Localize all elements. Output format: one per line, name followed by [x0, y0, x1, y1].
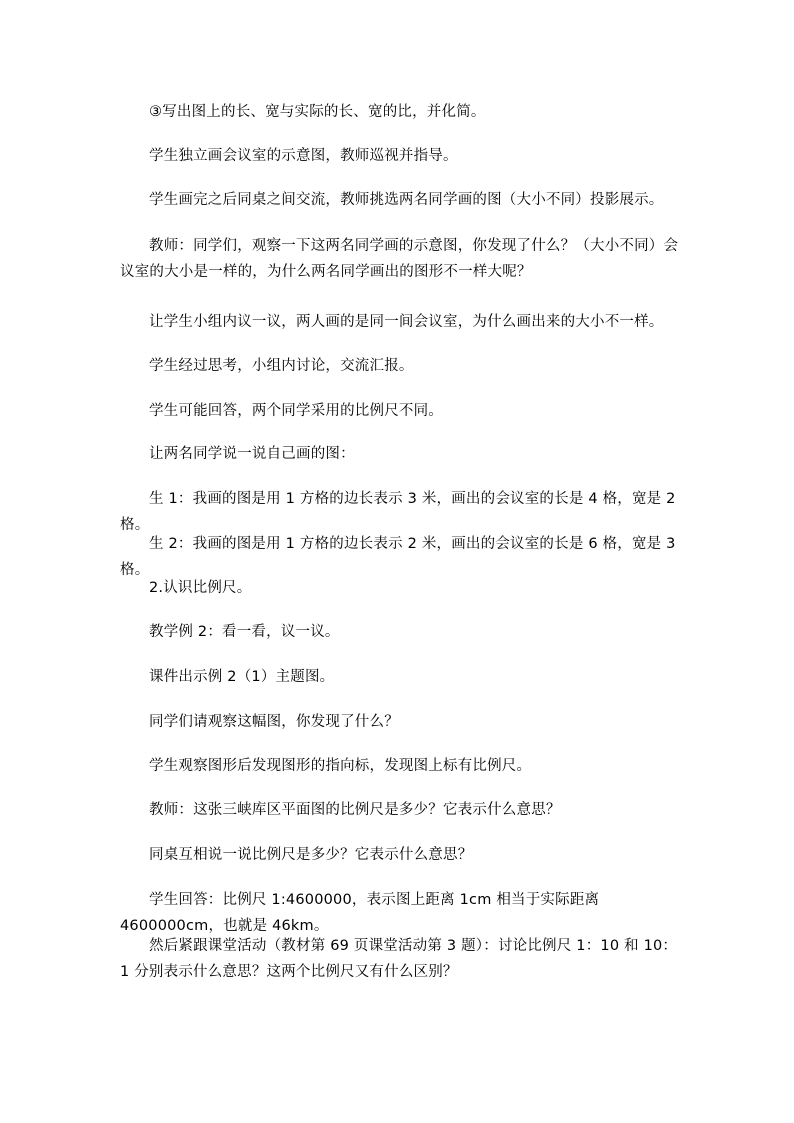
paragraph-step-3: ③写出图上的长、宽与实际的长、宽的比，并化简。 [149, 104, 486, 120]
paragraph-partner-talk: 同桌互相说一说比例尺是多少？它表示什么意思？ [149, 847, 473, 863]
paragraph-peer-exchange: 学生画完之后同桌之间交流，教师挑选两名同学画的图（大小不同）投影展示。 [149, 192, 664, 208]
paragraph-student-answer: 学生回答：比例尺 1:4600000，表示图上距离 1cm 相当于实际距离 4600000cm，也就是 46km。 [120, 892, 600, 934]
paragraph-courseware: 课件出示例 2（1）主题图。 [149, 669, 335, 685]
paragraph-find-scale: 学生观察图形后发现图形的指向标，发现图上标有比例尺。 [149, 758, 532, 774]
paragraph-example-2: 教学例 2：看一看，议一议。 [149, 624, 340, 640]
paragraph-student-2: 生 2：我画的图是用 1 方格的边长表示 2 米，画出的会议室的长是 6 格，宽是 3 格。 [120, 536, 676, 578]
paragraph-students-explain: 让两名同学说一说自己画的图： [149, 446, 355, 462]
paragraph-teacher-scale-question: 教师：这张三峡库区平面图的比例尺是多少？它表示什么意思？ [149, 802, 561, 818]
paragraph-observe: 同学们请观察这幅图，你发现了什么？ [149, 714, 399, 730]
paragraph-student-1: 生 1：我画的图是用 1 方格的边长表示 3 米，画出的会议室的长是 4 格，宽是 2 格。 [120, 491, 676, 533]
paragraph-independent-drawing: 学生独立画会议室的示意图，教师巡视并指导。 [149, 148, 458, 164]
paragraph-possible-answer: 学生可能回答，两个同学采用的比例尺不同。 [149, 403, 443, 419]
paragraph-report: 学生经过思考，小组内讨论，交流汇报。 [149, 358, 414, 374]
paragraph-teacher-question: 教师：同学们，观察一下这两名同学画的示意图，你发现了什么？（大小不同）会议室的大小是一样的，为什么两名同学画出的图形不一样大呢？ [120, 238, 679, 280]
paragraph-classroom-activity: 然后紧跟课堂活动（教材第 69 页课堂活动第 3 题）：讨论比例尺 1：10 和 10：1 分别表示什么意思？这两个比例尺又有什么区别？ [120, 938, 678, 980]
paragraph-section-heading: 2.认识比例尺。 [149, 580, 252, 596]
paragraph-group-discussion: 让学生小组内议一议，两人画的是同一间会议室，为什么画出来的大小不一样。 [149, 314, 664, 330]
